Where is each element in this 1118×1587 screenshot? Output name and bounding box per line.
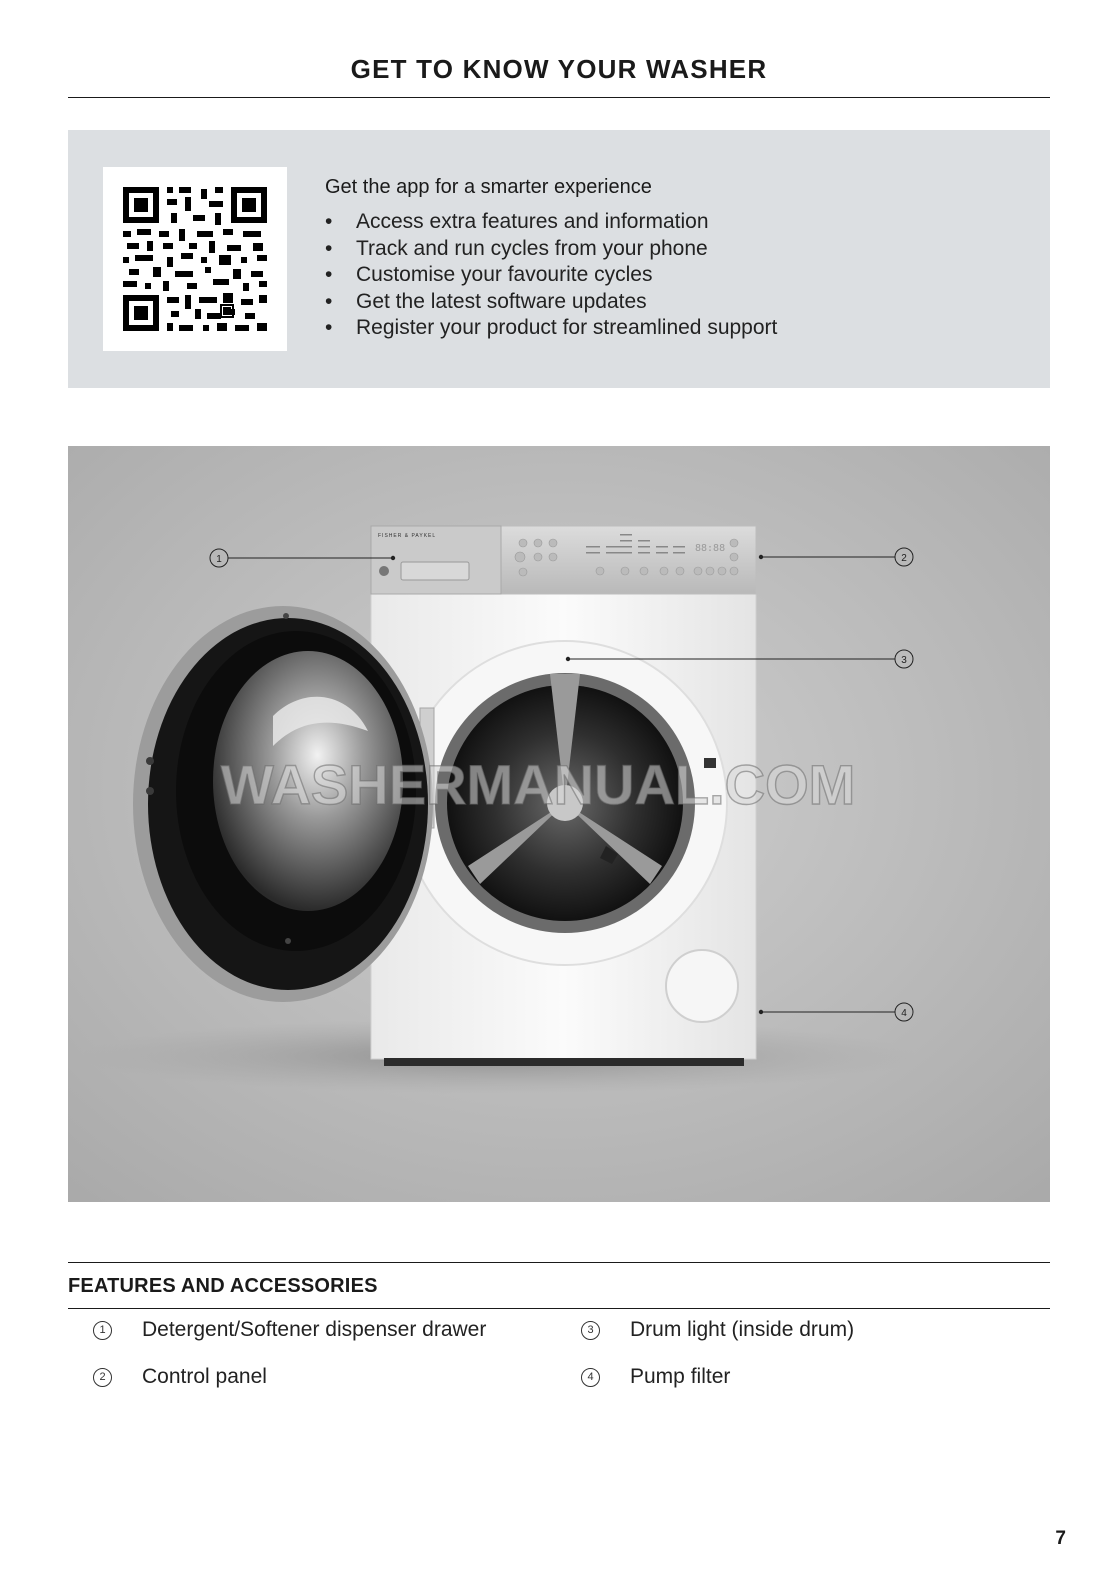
feature-label: Detergent/Softener dispenser drawer	[142, 1318, 487, 1341]
features-divider-bottom	[68, 1308, 1050, 1309]
drawer-icon	[379, 566, 389, 576]
feature-label: Control panel	[142, 1365, 267, 1388]
app-promo-text	[325, 176, 1025, 342]
callout-number: 4	[581, 1368, 600, 1387]
washer-figure	[68, 446, 1050, 1202]
watermark: WASHERMANUAL.COM	[220, 753, 856, 816]
feature-label: Pump filter	[630, 1365, 731, 1388]
feature-item-3	[581, 1318, 854, 1342]
list-item: • Track and run cycles from your phone	[325, 236, 1025, 263]
feature-item-4	[581, 1365, 730, 1389]
washer-base	[384, 1058, 744, 1066]
callout-number: 3	[581, 1321, 600, 1340]
svg-text:2: 2	[901, 553, 907, 564]
feature-item-1	[93, 1318, 486, 1342]
drawer-handle	[401, 562, 469, 580]
callout-number: 1	[93, 1321, 112, 1340]
svg-text:4: 4	[901, 1008, 907, 1019]
list-item: • Get the latest software updates	[325, 289, 1025, 316]
feature-label: Drum light (inside drum)	[630, 1318, 855, 1341]
pump-filter-cover	[666, 950, 738, 1022]
feature-item-2	[93, 1365, 267, 1389]
brand-label: FISHER & PAYKEL	[378, 533, 437, 539]
title-divider	[68, 97, 1050, 98]
list-item: • Register your product for streamlined support	[325, 315, 1025, 342]
app-feature-list	[325, 209, 1025, 342]
features-divider-top	[68, 1262, 1050, 1263]
page-number: 7	[1055, 1528, 1066, 1549]
qr-code	[103, 167, 287, 351]
panel-display: 88:88	[695, 543, 726, 554]
app-promo-heading: Get the app for a smarter experience	[325, 176, 652, 198]
callout-number: 2	[93, 1368, 112, 1387]
app-promo-panel	[68, 130, 1050, 388]
svg-text:3: 3	[901, 655, 907, 666]
svg-text:1: 1	[216, 554, 222, 565]
page-title: GET TO KNOW YOUR WASHER	[350, 54, 768, 84]
list-item: • Customise your favourite cycles	[325, 262, 1025, 289]
list-item: • Access extra features and information	[325, 209, 1025, 236]
features-title: FEATURES AND ACCESSORIES	[68, 1275, 378, 1297]
